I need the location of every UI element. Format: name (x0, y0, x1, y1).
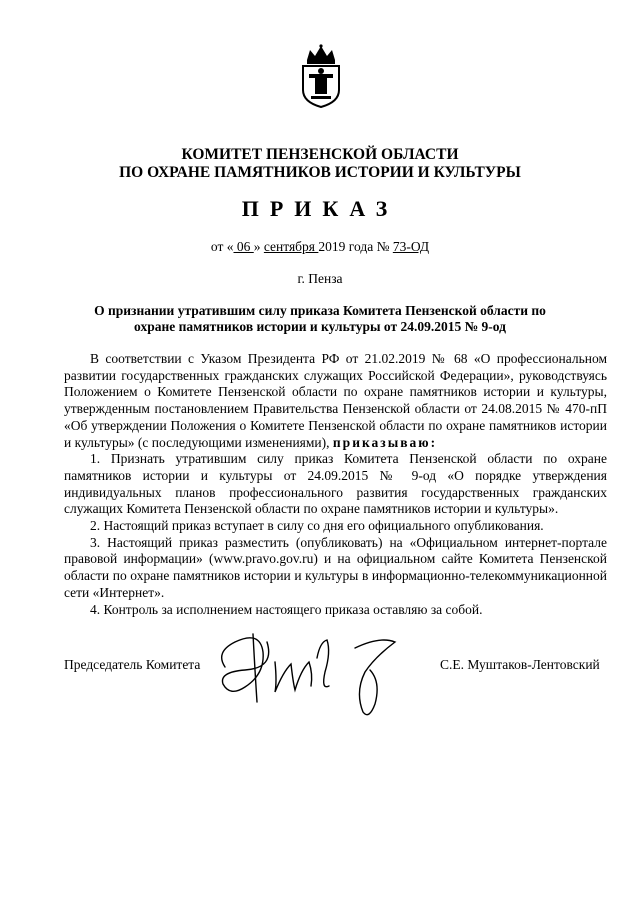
document-body (64, 351, 607, 618)
date-mid: » (253, 239, 264, 254)
preamble-text: В соответствии с Указом Президента РФ от 21.02.2019 № 68 «О профессиональном развитии государственных гражданских служащих Российской Федерации», руководствуясь Положением о Комитете Пензенской области по охране памятников истории и культуры, утвержденным постановлением Правительства Пензенской области от 24.08.2015 № 470-пП «Об утверждении Положения о Комитете Пензенской области по охране памятников истории и культуры» (с последующими изменениями), (64, 351, 607, 450)
document-type-title: ПРИКАЗ (241, 196, 399, 221)
signatory-position: Председатель Комитета (64, 657, 201, 672)
preamble-paragraph (64, 351, 607, 451)
document-number: 73-ОД (392, 239, 430, 254)
order-item-3: 3. Настоящий приказ разместить (опубликовать) на «Официальном интернет-портале правовой информации» (www.pravo.gov.ru) и на официальном сайте Комитета Пензенской области по охране памятников истории и культуры в информационно-телекоммуникационной сети «Интернет». (64, 534, 607, 600)
order-word: приказываю: (332, 434, 438, 450)
organization-name-line1: КОМИТЕТ ПЕНЗЕНСКОЙ ОБЛАСТИ (181, 146, 459, 163)
date-year: 2019 года № (318, 239, 393, 254)
handwritten-signature (205, 612, 440, 722)
document-subject: О признании утратившим силу приказа Комитета Пензенской области по охране памятников истории и культуры от 24.09.2015 № 9-од (94, 303, 546, 334)
coat-of-arms-icon (297, 44, 345, 109)
date-prefix: от « (210, 239, 234, 254)
order-item-4: 4. Контроль за исполнением настоящего приказа оставляю за собой. (90, 601, 483, 617)
order-item-2: 2. Настоящий приказ вступает в силу со дня его официального опубликования. (90, 518, 544, 534)
date-day: 06 (233, 239, 254, 254)
document-date-line (0, 239, 640, 255)
signatory-name: С.Е. Муштаков-Лентовский (440, 657, 600, 672)
order-item-1: 1. Признать утратившим силу приказ Комитета Пензенской области по охране памятников истории и культуры от 24.09.2015 № 9-од «О порядке утверждения индивидуальных планов профессионального развития государственных гражданских служащих Комитета Пензенской области по охране памятников истории и культуры». (64, 451, 607, 517)
date-month: сентября (263, 239, 319, 254)
city-name: г. Пенза (297, 271, 343, 286)
organization-name-line2: ПО ОХРАНЕ ПАМЯТНИКОВ ИСТОРИИ И КУЛЬТУРЫ (119, 164, 521, 181)
